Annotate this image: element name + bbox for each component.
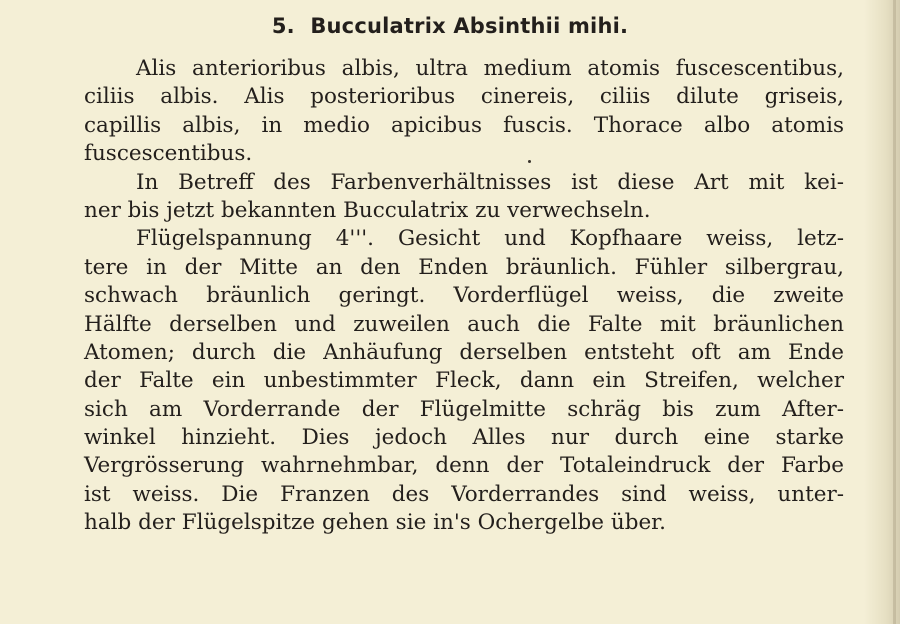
heading-title: Bucculatrix Absinthii mihi. xyxy=(310,14,629,38)
text-line: Vergrösserung wahrnehmbar, denn der Totaleindruck der Farbe xyxy=(84,453,844,479)
text-line: In Betreff des Farbenverhältnisses ist diese Art mit kei- xyxy=(136,169,844,195)
text-line: ist weiss. Die Franzen des Vorderrandes sind weiss, unter- xyxy=(84,481,844,507)
text-line: tere in der Mitte an den Enden bräunlich. Fühler silbergrau, xyxy=(84,254,844,280)
text-line: Flügelspannung 4'''. Gesicht und Kopfhaare weiss, letz- xyxy=(136,226,844,252)
text-line: sich am Vorderrande der Flügelmitte schräg bis zum After- xyxy=(84,396,844,422)
text-line: fuscescentibus. xyxy=(84,141,253,167)
description-body xyxy=(84,55,844,538)
heading-number: 5. xyxy=(271,14,295,38)
text-line: capillis albis, in medio apicibus fuscis. Thorace albo atomis xyxy=(84,112,844,138)
text-line: Alis anterioribus albis, ultra medium atomis fuscescentibus, xyxy=(136,56,844,81)
text-line: schwach bräunlich geringt. Vorderflügel weiss, die zweite xyxy=(84,283,844,309)
species-heading xyxy=(0,14,900,38)
text-line: ner bis jetzt bekannten Bucculatrix zu verwechseln. xyxy=(84,197,651,223)
text-line: der Falte ein unbestimmter Fleck, dann ein Streifen, welcher xyxy=(84,368,844,394)
text-line: Hälfte derselben und zuweilen auch die Falte mit bräunlichen xyxy=(84,311,844,337)
text-line: ciliis albis. Alis posterioribus cinereis, ciliis dilute griseis, xyxy=(84,84,844,110)
text-line: Atomen; durch die Anhäufung derselben entsteht oft am Ende xyxy=(84,339,844,365)
text-line: winkel hinzieht. Dies jedoch Alles nur durch eine starke xyxy=(84,425,844,451)
print-speck xyxy=(528,160,531,163)
text-line: halb der Flügelspitze gehen sie in's Ochergelbe über. xyxy=(84,510,666,536)
page-edge-line xyxy=(893,0,896,624)
